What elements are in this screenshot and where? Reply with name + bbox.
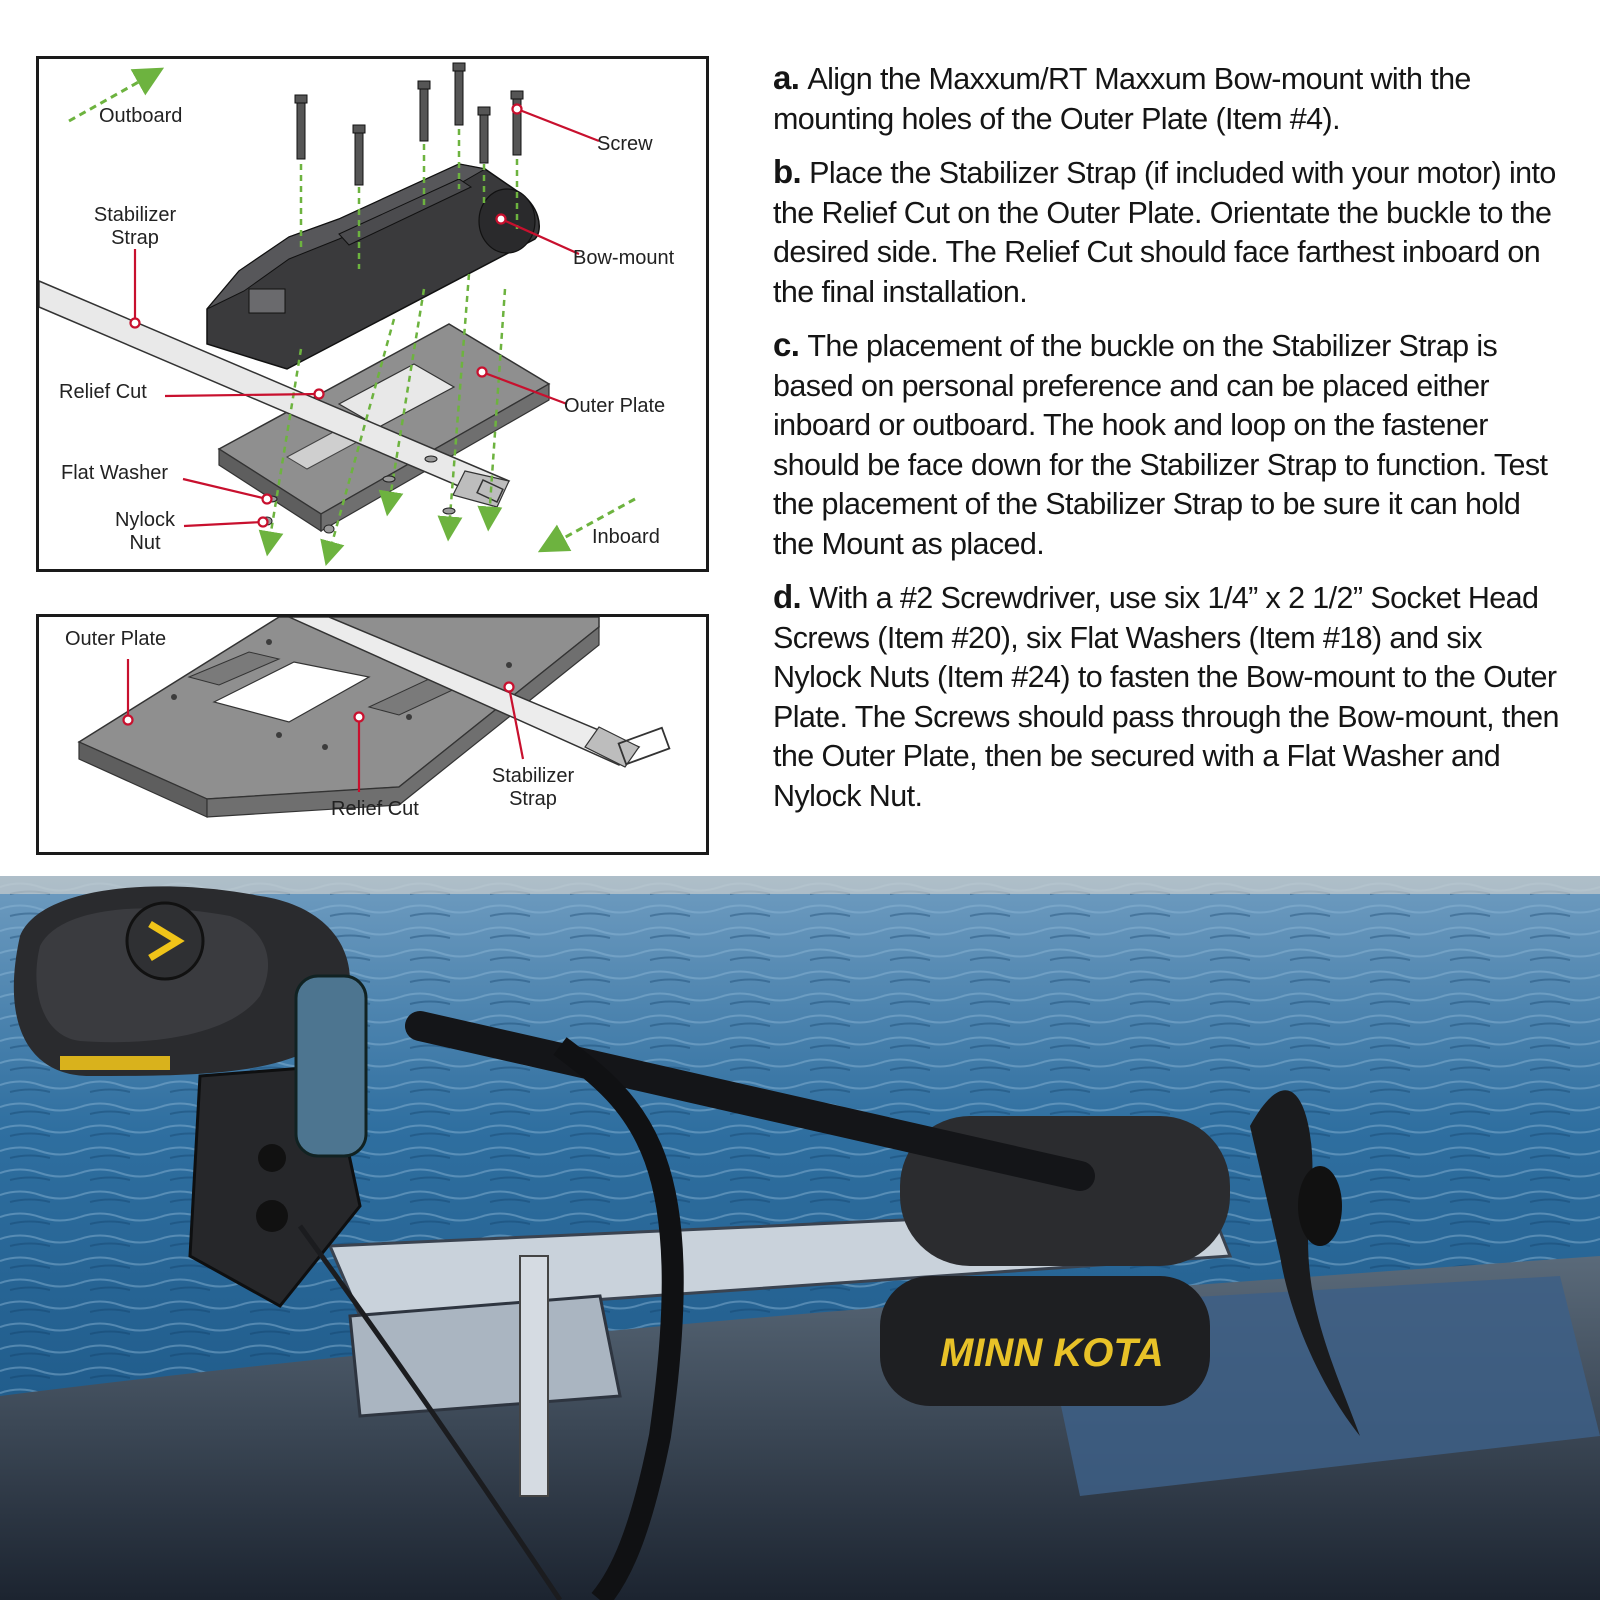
bow-mount-label: Bow-mount — [573, 247, 675, 269]
step-text-a: Align the Maxxum/RT Maxxum Bow-mount with the mounting holes of the Outer Plate (Item #4). — [773, 62, 1471, 136]
instruction-step-b — [773, 152, 1563, 312]
stabilizer-strap-detail-label-line2: Strap — [509, 788, 557, 810]
inboard-label: Inboard — [592, 526, 660, 548]
outer-plate-label: Outer Plate — [564, 395, 666, 417]
instruction-step-c — [773, 325, 1563, 564]
bow-mount-part — [207, 164, 539, 369]
flat-washer-label: Flat Washer — [61, 462, 169, 484]
step-text-b: Place the Stabilizer Strap (if included with your motor) into the Relief Cut on the Outer Plate. Orientate the buckle to the desired side. The Relief Cut should face farthest inboard on the final installation. — [773, 156, 1556, 309]
step-text-d: With a #2 Screwdriver, use six 1/4” x 2 1/2” Socket Head Screws (Item #20), six Flat Washers (Item #18) and six Nylock Nuts (Item #24) to fasten the Bow-mount to the Outer Plate. The Screws should pass through the Bow-mount, then the Outer Plate, then be secured with a Flat Washer and Nylock Nut. — [773, 581, 1559, 813]
stabilizer-strap-label-line2: Strap — [111, 227, 159, 249]
stabilizer-strap-label-line1: Stabilizer — [93, 204, 177, 226]
screw-label: Screw — [597, 133, 653, 155]
exploded-assembly-diagram — [36, 56, 709, 572]
nylock-nut-label — [97, 509, 193, 555]
outboard-label: Outboard — [99, 105, 183, 127]
stabilizer-strap-detail-label — [479, 765, 587, 811]
installation-instructions — [773, 58, 1563, 829]
step-letter-b: b. — [773, 153, 802, 190]
stabilizer-strap-detail-label-line1: Stabilizer — [491, 765, 575, 787]
trolling-motor-photo-illustration — [0, 876, 1600, 1600]
nylock-nut-label-line2: Nut — [129, 532, 161, 554]
nylock-nut-label-line1: Nylock — [114, 509, 175, 531]
step-text-c: The placement of the buckle on the Stabilizer Strap is based on personal preference and can be placed either inboard or outboard. The hook and loop on the fastener should be face down for the Stabilizer Strap to function. Test the placement of the Stabilizer Strap to be sure it can hold the Mount as placed. — [773, 329, 1548, 561]
instruction-step-a — [773, 58, 1563, 139]
minn-kota-logo: MINN KOTA — [940, 1331, 1164, 1375]
boat-motor-photo — [0, 876, 1600, 1600]
step-letter-d: d. — [773, 578, 802, 615]
relief-cut-label: Relief Cut — [59, 381, 147, 403]
outer-plate-detail-label: Outer Plate — [65, 628, 167, 650]
outer-plate-detail-diagram — [36, 614, 709, 855]
instruction-step-d — [773, 577, 1563, 816]
step-letter-c: c. — [773, 326, 800, 363]
stabilizer-strap-label — [85, 204, 185, 250]
step-letter-a: a. — [773, 59, 800, 96]
relief-cut-detail-label: Relief Cut — [331, 798, 419, 820]
